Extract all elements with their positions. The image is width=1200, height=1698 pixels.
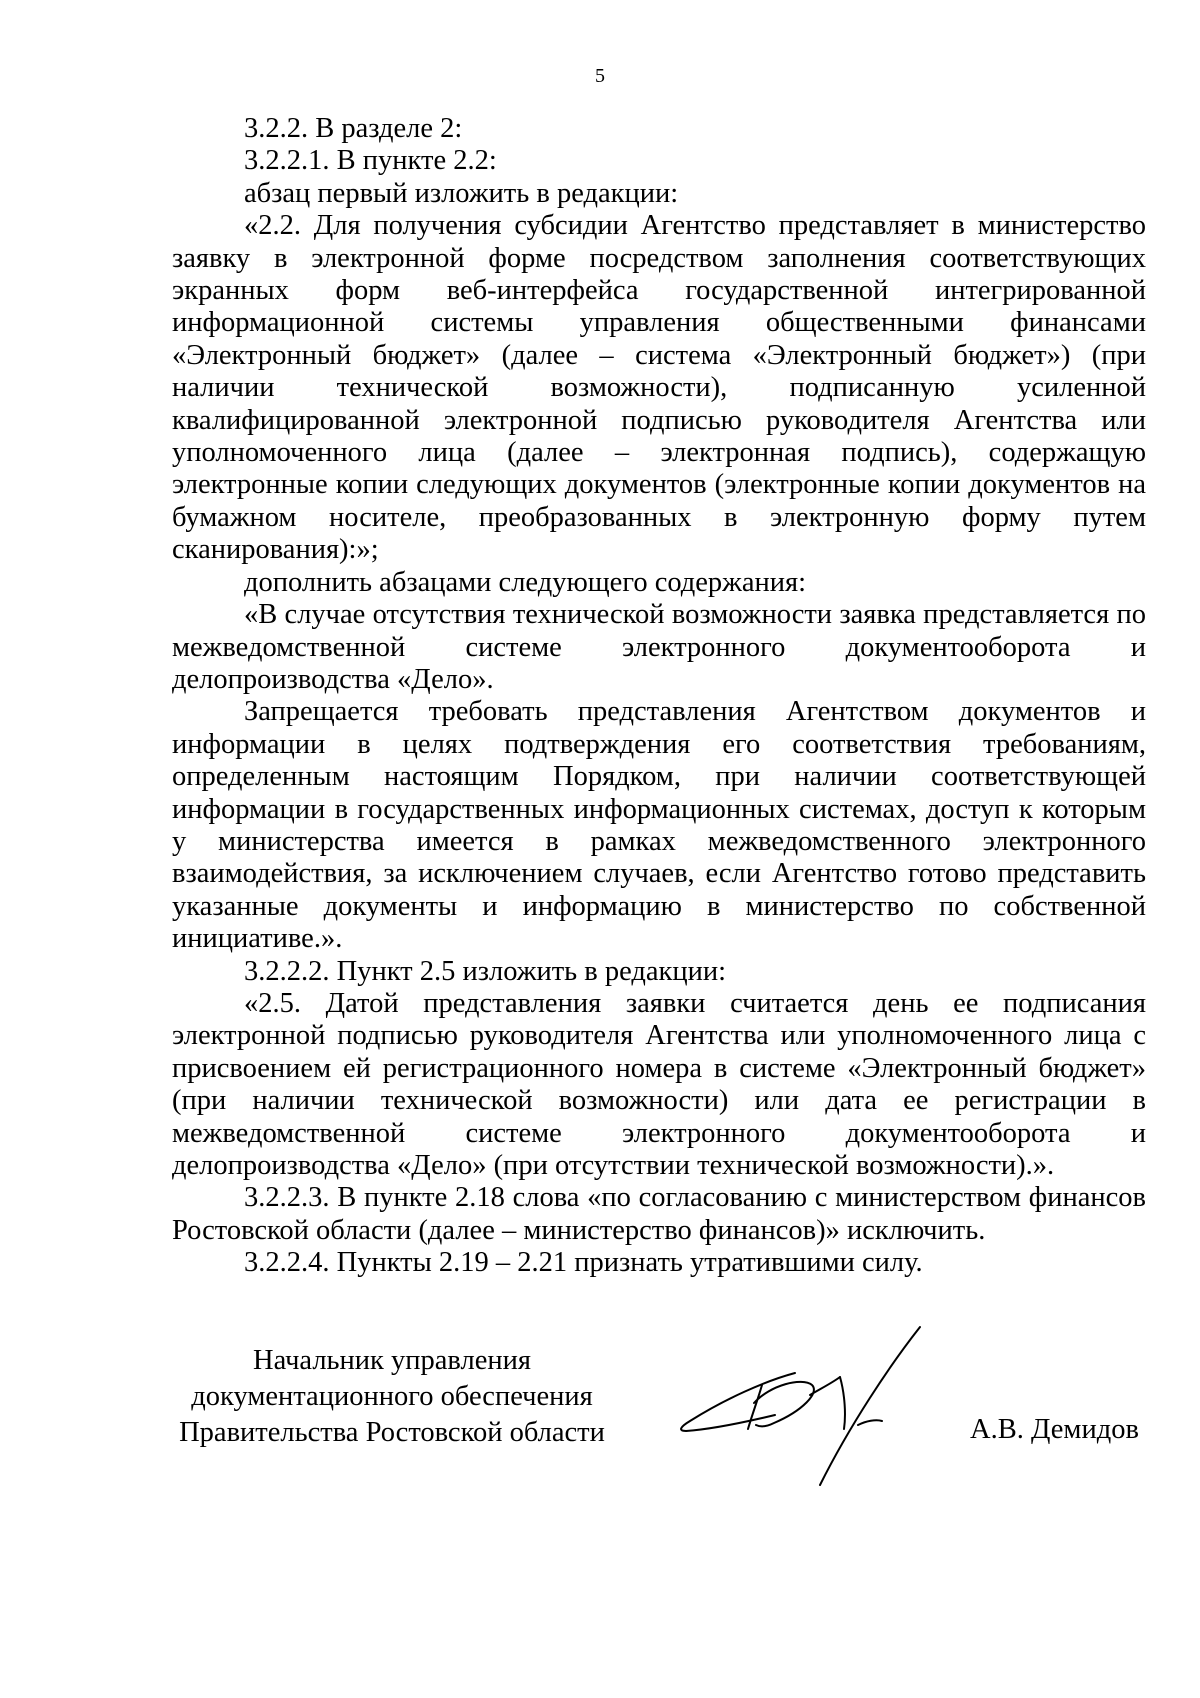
signer-position xyxy=(172,1343,612,1451)
signer-position-line: документационного обеспечения xyxy=(191,1381,593,1412)
paragraph-first-abzac-instruction: абзац первый изложить в редакции: xyxy=(244,177,679,209)
signer-name: А.В. Демидов xyxy=(970,1414,1139,1445)
signer-position-line: Начальник управления xyxy=(253,1345,531,1376)
paragraph-no-technical-possibility: «В случае отсутствия технической возможности заявка представляется по межведомственной системе электронного документооборота и делопроизводства «Дело». xyxy=(172,599,1146,695)
paragraph-prohibition: Запрещается требовать представления Агентством документов и информации в целях подтверждения его соответствия требованиям, определенным настоящим Порядком, при наличии соответствующей информации в государственных информационных системах, доступ к которым у министерства имеется в рамках межведомственного электронного взаимодействия, за исключением случаев, если Агентство готово представить указанные документы и информацию в министерство по собственной инициативе.». xyxy=(172,696,1146,955)
paragraph-clause-2-2-text: «2.2. Для получения субсидии Агентство представляет в министерство заявку в электронной форме посредством заполнения соответствующих экранных форм веб-интерфейса государственной интегрированной информационной системы управления общественными финансами «Электронный бюджет» (далее – система «Электронный бюджет») (при наличии технической возможности), подписанную усиленной квалифицированной электронной подписью руководителя Агентства или уполномоченного лица (далее – электронная подпись), содержащую электронные копии следующих документов (электронные копии документов на бумажном носителе, преобразованных в электронную форму путем сканирования):»; xyxy=(172,210,1146,566)
paragraph-section-3-2-2-4: 3.2.2.4. Пункты 2.19 – 2.21 признать утратившими силу. xyxy=(244,1247,923,1279)
paragraph-add-abzacs-instruction: дополнить абзацами следующего содержания: xyxy=(244,566,807,598)
paragraph-section-3-2-2: 3.2.2. В разделе 2: xyxy=(244,113,463,144)
page-number: 5 xyxy=(595,65,605,87)
signer-position-line: Правительства Ростовской области xyxy=(179,1417,605,1448)
paragraph-clause-2-5-text: «2.5. Датой представления заявки считается день ее подписания электронной подписью руководителя Агентства или уполномоченного лица с присвоением ей регистрационного номера в системе «Электронный бюджет» (при наличии технической возможности) или дата ее регистрации в межведомственной системе электронного документооборота и делопроизводства «Дело» (при отсутствии технической возможности).». xyxy=(172,987,1146,1181)
handwritten-signature xyxy=(670,1325,970,1495)
paragraph-section-3-2-2-3: 3.2.2.3. В пункте 2.18 слова «по согласованию с министерством финансов Ростовской области (далее – министерство финансов)» исключить. xyxy=(172,1182,1146,1246)
paragraph-section-3-2-2-1: 3.2.2.1. В пункте 2.2: xyxy=(244,145,497,177)
document-body xyxy=(172,113,1146,1280)
paragraph-section-3-2-2-2: 3.2.2.2. Пункт 2.5 изложить в редакции: xyxy=(244,955,727,987)
